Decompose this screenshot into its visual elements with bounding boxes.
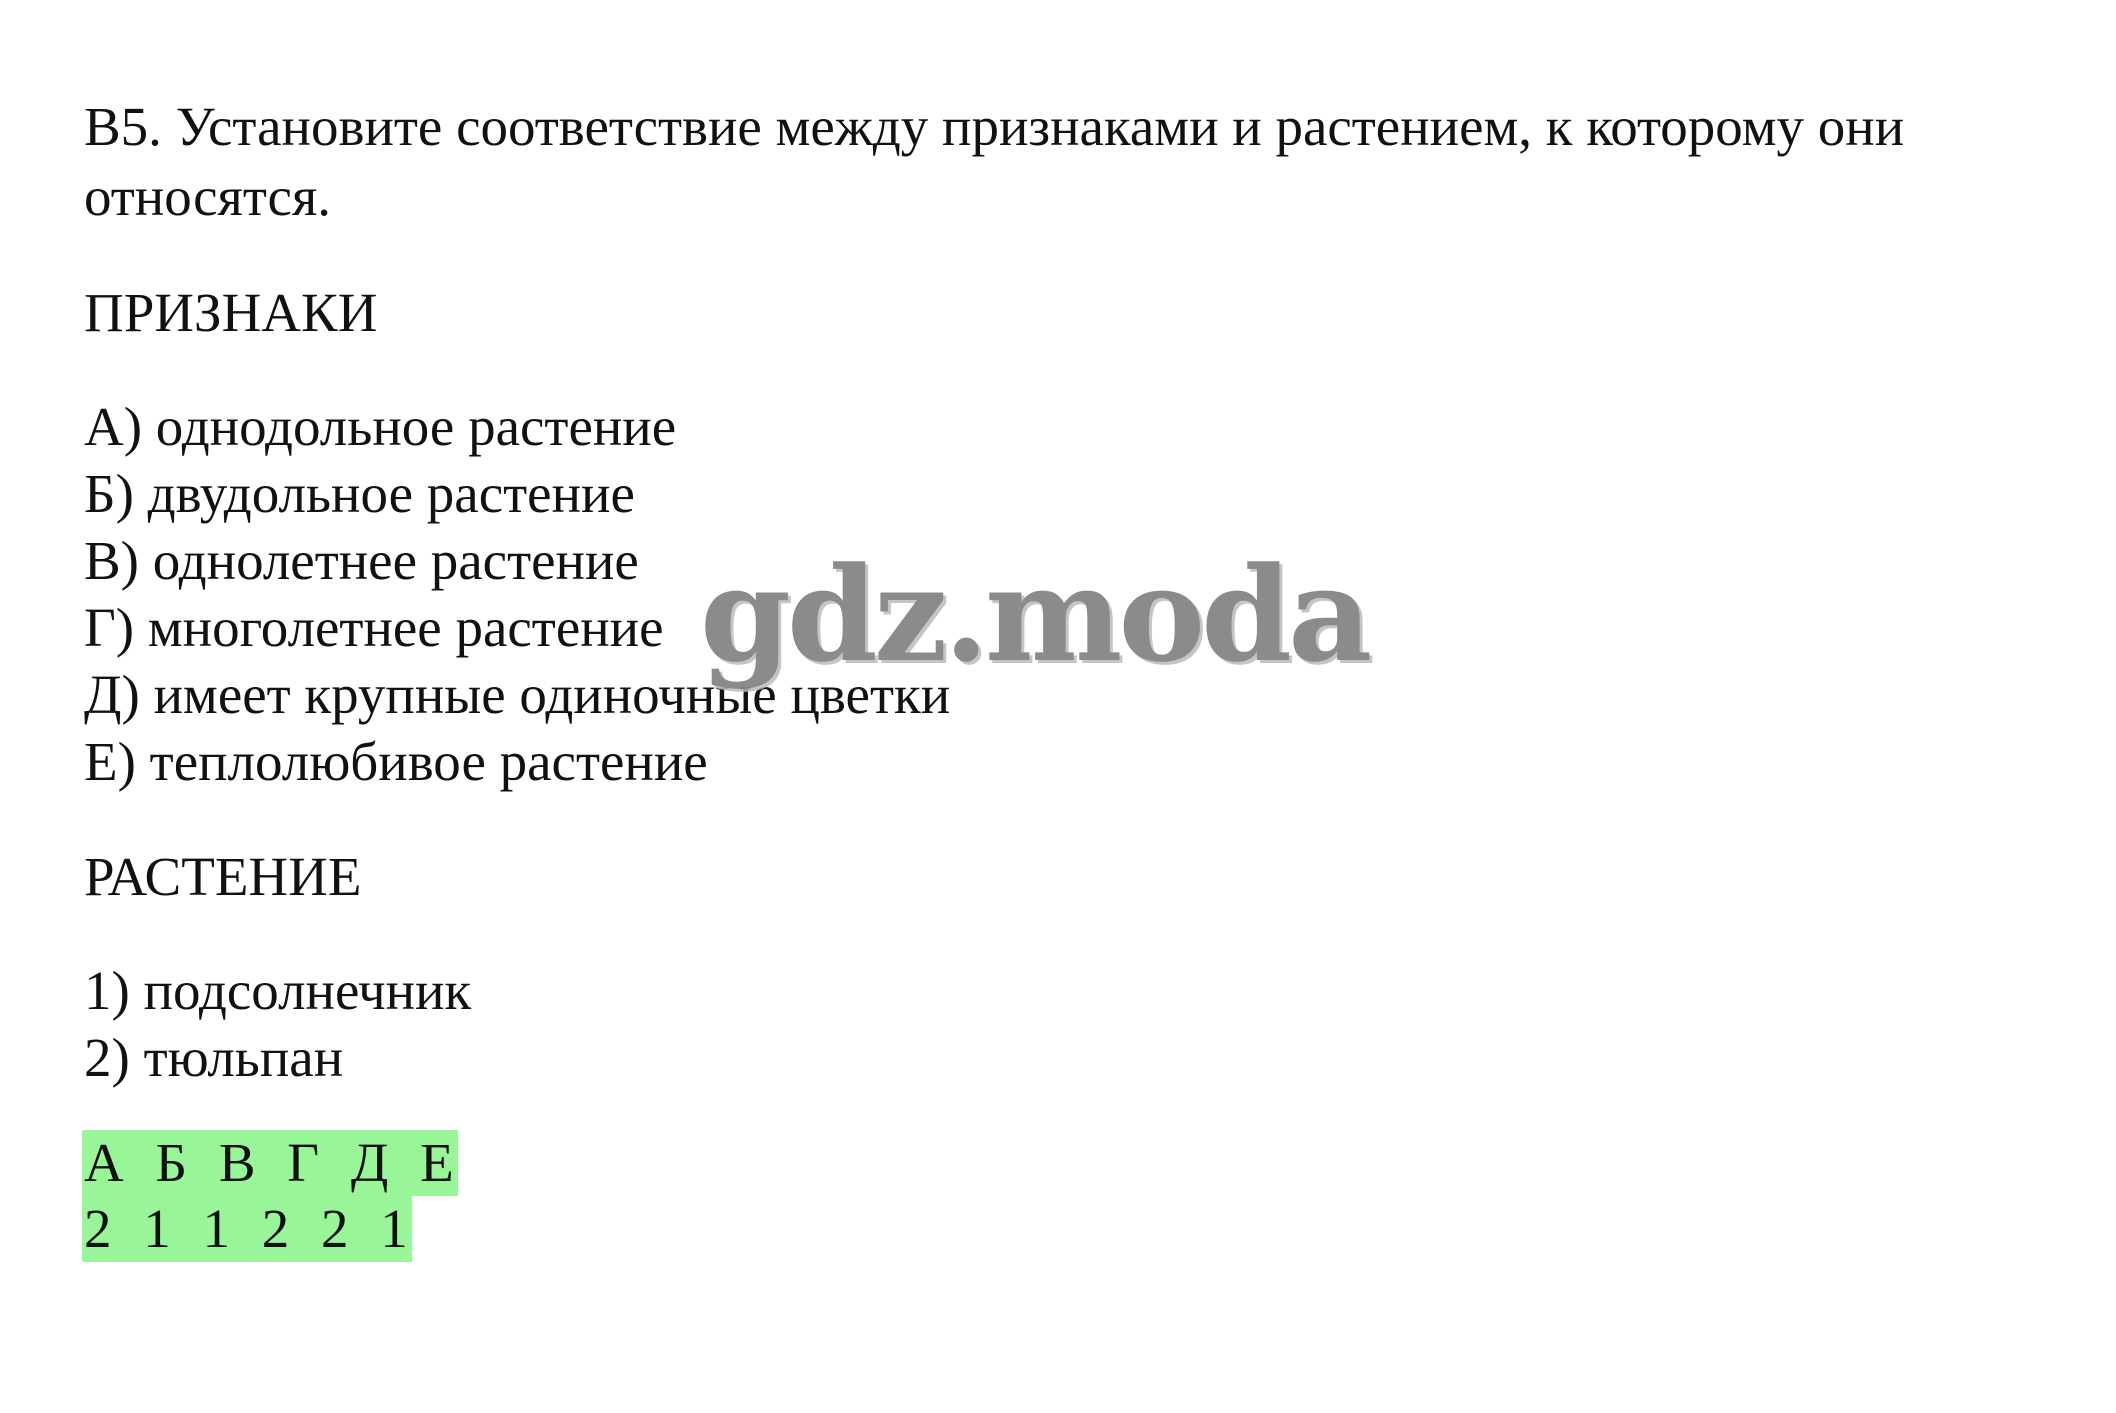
answer-digit: 2 bbox=[84, 1198, 114, 1259]
watermark-logo: gdz.moda bbox=[700, 538, 1369, 691]
answer-letter: Д bbox=[350, 1132, 391, 1193]
question-text-line-1: В5. Установите соответствие между признаками и растением, к которому они bbox=[84, 96, 1905, 157]
plant-item-1: 1) подсолнечник bbox=[84, 960, 472, 1021]
answer-letter: В bbox=[218, 1132, 258, 1193]
answer-digit: 1 bbox=[202, 1198, 232, 1259]
feature-item-b: Б) двудольное растение bbox=[84, 463, 635, 524]
plants-heading: РАСТЕНИЕ bbox=[84, 846, 362, 907]
answer-digit: 2 bbox=[321, 1198, 351, 1259]
feature-item-g: Г) многолетнее растение bbox=[84, 597, 664, 658]
feature-item-d: Д) имеет крупные одиночные цветки bbox=[84, 664, 951, 725]
answer-letter: Б bbox=[155, 1132, 190, 1193]
plant-item-2: 2) тюльпан bbox=[84, 1027, 344, 1088]
question-text-line-2: относятся. bbox=[84, 166, 331, 227]
feature-item-v: В) однолетнее растение bbox=[84, 530, 639, 591]
answer-letters-row bbox=[82, 1130, 458, 1196]
feature-item-a: А) однодольное растение bbox=[84, 396, 677, 457]
answer-letter: А bbox=[84, 1132, 126, 1193]
answer-table bbox=[82, 1130, 458, 1262]
answer-digit: 2 bbox=[261, 1198, 292, 1259]
feature-item-e: Е) теплолюбивое растение bbox=[84, 731, 708, 792]
answer-digit: 1 bbox=[143, 1198, 173, 1259]
answer-letter: Г bbox=[287, 1132, 322, 1193]
features-heading: ПРИЗНАКИ bbox=[84, 282, 378, 343]
answer-digits-row bbox=[82, 1196, 412, 1262]
answer-digit: 1 bbox=[380, 1198, 410, 1259]
answer-letter: Е bbox=[420, 1132, 456, 1193]
